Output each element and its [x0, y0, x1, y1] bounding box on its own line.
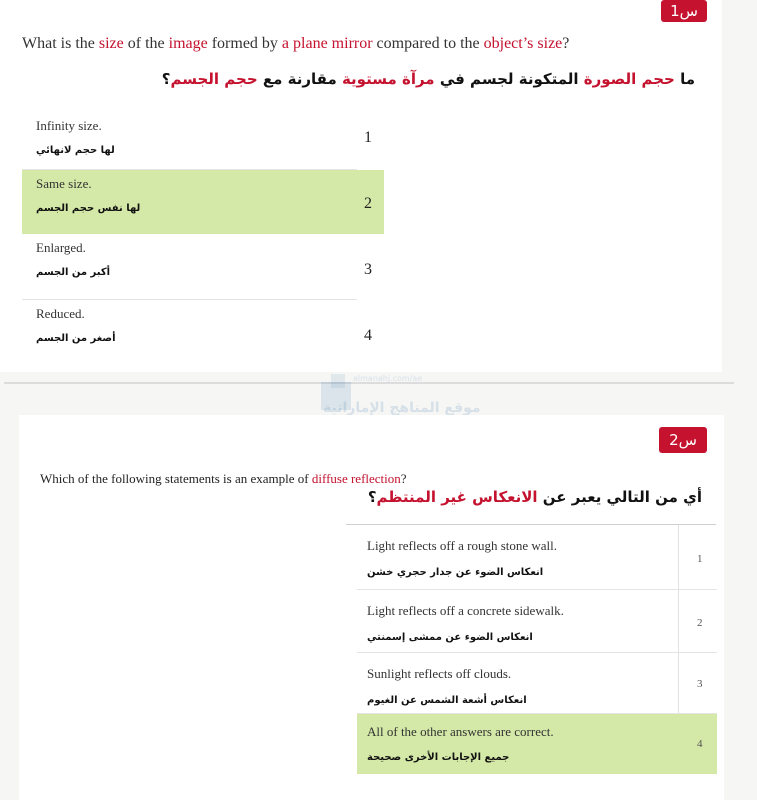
option-text-en: Reduced. [36, 306, 85, 321]
q1-en-part: What is the [22, 35, 99, 52]
question-2-english [40, 471, 407, 487]
question-2-badge: س2 [659, 427, 707, 453]
option-text-en: Enlarged. [36, 240, 86, 255]
option-text-ar: جميع الإجابات الأخرى صحيحة [367, 752, 510, 763]
option-row[interactable] [357, 653, 717, 714]
option-text-en: Sunlight reflects off clouds. [367, 666, 512, 681]
option-text-en: All of the other answers are correct. [367, 724, 554, 739]
option-number: 1 [697, 553, 703, 565]
option-text-ar: أكبر من الجسم [36, 267, 111, 278]
option-row-selected[interactable] [357, 714, 717, 774]
section-divider [4, 382, 734, 384]
option-text-ar: انعكاس أشعة الشمس عن الغيوم [367, 695, 527, 706]
option-text-ar: لها حجم لانهائي [36, 145, 115, 156]
option-text-en: Light reflects off a rough stone wall. [367, 538, 558, 553]
option-row[interactable] [357, 525, 717, 590]
q2-ar-part: أي من التالي يعبر عن [537, 488, 702, 506]
q1-ar-part: مقارنة مع [257, 70, 342, 88]
option-number: 2 [364, 195, 372, 212]
q1-en-part: object’s size [483, 35, 563, 52]
option-row[interactable] [22, 112, 357, 170]
question-1-badge: س1 [661, 0, 707, 22]
option-row[interactable] [22, 234, 357, 300]
option-text-ar: لها نفس حجم الجسم [36, 203, 141, 214]
option-text-en: Infinity size. [36, 118, 102, 133]
question-1-arabic [162, 70, 695, 88]
q2-ar-part: ؟ [367, 488, 377, 506]
option-text-en: Light reflects off a concrete sidewalk. [367, 603, 564, 618]
q1-en-part: compared to the [372, 35, 484, 52]
option-text-ar: انعكاس الضوء عن ممشى إسمنتي [367, 632, 533, 643]
q1-ar-part: ؟ [161, 70, 171, 88]
option-text-en: Same size. [36, 176, 92, 191]
option-text-ar: أصغر من الجسم [36, 333, 116, 344]
q2-en-part: diffuse reflection [311, 471, 401, 486]
option-row[interactable] [22, 300, 357, 366]
question-2-arabic [368, 488, 702, 506]
q1-en-part: of the [123, 35, 169, 52]
q1-en-part: a plane mirror [281, 35, 373, 52]
option-number: 4 [697, 738, 703, 750]
q2-en-part: Which of the following statements is an example of [40, 471, 312, 486]
option-number: 1 [364, 129, 372, 146]
option-row[interactable] [357, 590, 717, 653]
q1-en-part: size [98, 35, 124, 52]
q1-ar-part: حجم الصورة [583, 70, 675, 88]
q1-en-part: ? [562, 35, 570, 52]
q1-ar-part: المتكونة لجسم في [434, 70, 584, 88]
option-number: 2 [697, 617, 703, 629]
option-row-selected[interactable] [22, 170, 357, 234]
q1-ar-part: ما [674, 70, 695, 88]
option-text-ar: انعكاس الضوء عن جدار حجري خشن [367, 567, 544, 578]
watermark-label: موقع المناهج الإماراتية [323, 400, 481, 416]
q1-ar-part: حجم الجسم [170, 70, 258, 88]
question-1-english [22, 35, 569, 53]
option-number: 4 [364, 327, 372, 344]
q1-en-part: formed by [207, 35, 282, 52]
q1-en-part: image [168, 35, 208, 52]
q2-ar-part: الانعكاس غير المنتظم [376, 488, 538, 506]
watermark-site: almanahj.com/ae [353, 374, 423, 383]
option-number: 3 [364, 261, 372, 278]
q1-ar-part: مرآة مستوية [341, 70, 435, 88]
q2-en-part: ? [400, 471, 407, 486]
option-number: 3 [697, 678, 703, 690]
